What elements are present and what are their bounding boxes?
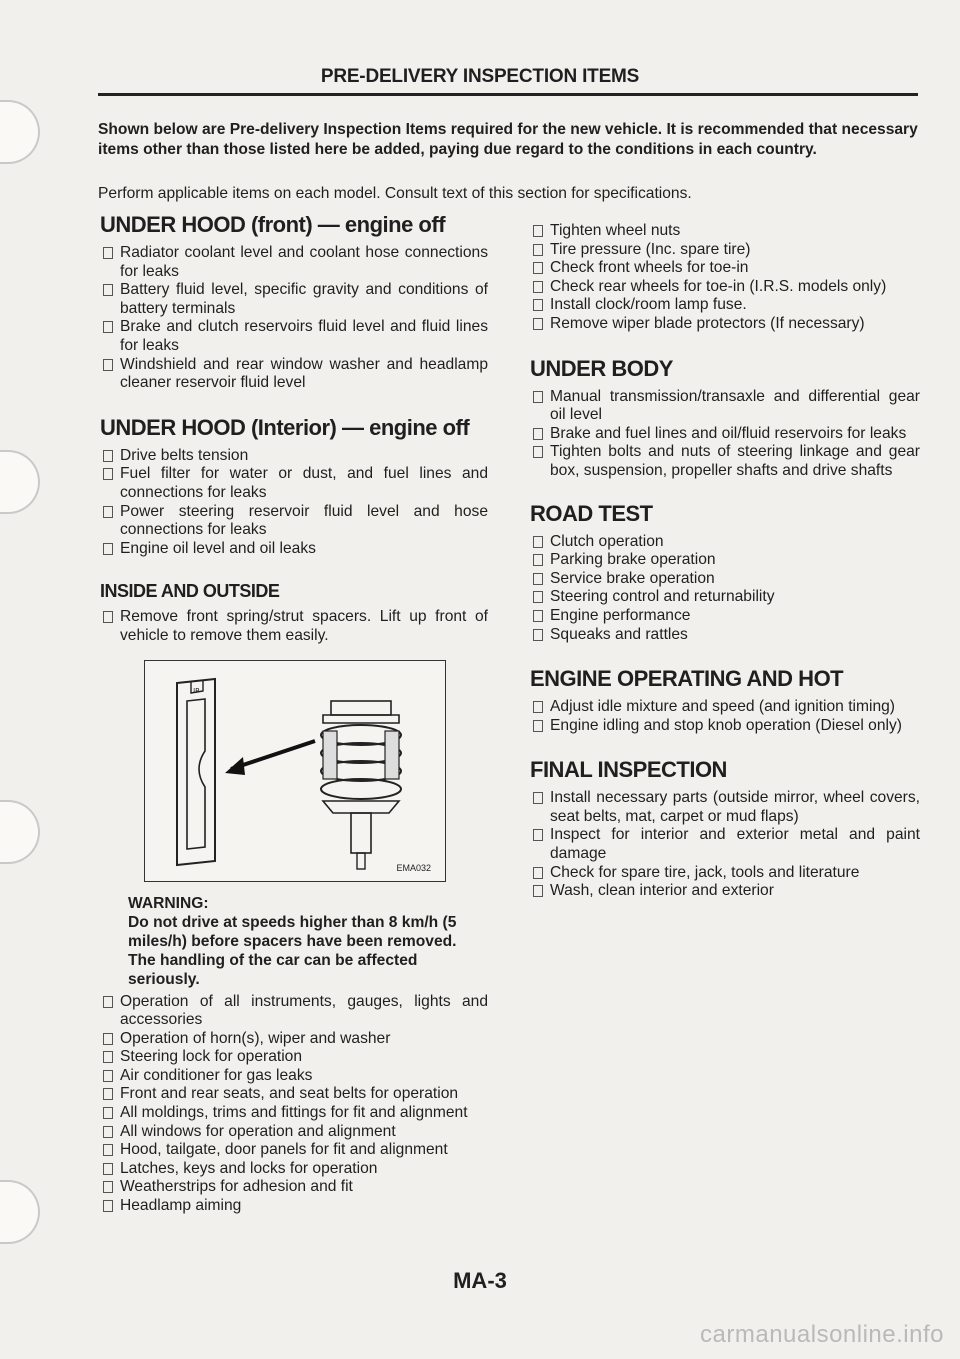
spacer-diagram — [144, 660, 446, 882]
checklist-item: Air conditioner for gas leaks — [100, 1067, 488, 1086]
checklist-item: Check front wheels for toe-in — [530, 259, 920, 278]
warning-box — [128, 894, 488, 989]
checklist-item: Fuel filter for water or dust, and fuel lines and connections for leaks — [100, 465, 488, 502]
checklist-item: Operation of horn(s), wiper and washer — [100, 1030, 488, 1049]
checklist-item: Clutch operation — [530, 533, 920, 552]
checklist-item: Check for spare tire, jack, tools and literature — [530, 864, 920, 883]
checklist-item: Steering lock for operation — [100, 1048, 488, 1067]
page-title: PRE-DELIVERY INSPECTION ITEMS — [320, 66, 640, 87]
checklist-item: Parking brake operation — [530, 551, 920, 570]
checklist-item: All windows for operation and alignment — [100, 1123, 488, 1142]
right-column — [530, 222, 920, 901]
list-road-test — [530, 533, 920, 645]
checklist-item: Latches, keys and locks for operation — [100, 1160, 488, 1179]
checklist-item: Engine idling and stop knob operation (Diesel only) — [530, 717, 920, 736]
section-heading-underhood-interior: UNDER HOOD (Interior) — engine off — [100, 414, 470, 440]
checklist-item: Wash, clean interior and exterior — [530, 882, 920, 901]
checklist-item: Remove wiper blade protectors (If necessary) — [530, 315, 920, 334]
checklist-item: Squeaks and rattles — [530, 626, 920, 645]
list-under-body — [530, 388, 920, 481]
section-heading-engine-operating: ENGINE OPERATING AND HOT — [530, 666, 844, 692]
checklist-item: Inspect for interior and exterior metal and paint damage — [530, 826, 920, 863]
checklist-item: Tire pressure (Inc. spare tire) — [530, 241, 920, 260]
checklist-item: Hood, tailgate, door panels for fit and alignment — [100, 1141, 488, 1160]
section-heading-underhood-front: UNDER HOOD (front) — engine off — [100, 212, 446, 237]
binder-hole — [0, 450, 40, 514]
checklist-item: Manual transmission/transaxle and differential gear oil level — [530, 388, 920, 425]
checklist-item: Adjust idle mixture and speed (and ignition timing) — [530, 698, 920, 717]
checklist-item: Drive belts tension — [100, 447, 488, 466]
checklist-item: Brake and clutch reservoirs fluid level and fluid lines for leaks — [100, 318, 488, 355]
checklist-item: Brake and fuel lines and oil/fluid reservoirs for leaks — [530, 425, 920, 444]
section-heading-road-test: ROAD TEST — [530, 500, 653, 526]
checklist-item: Install necessary parts (outside mirror, wheel covers, seat belts, mat, carpet or mud flaps) — [530, 789, 920, 826]
list-final-inspection — [530, 789, 920, 901]
list-underhood-front — [100, 244, 488, 393]
figure-code: EMA032 — [396, 862, 431, 873]
page-number: MA-3 — [453, 1268, 507, 1293]
list-wheels-tires — [530, 222, 920, 334]
left-column — [100, 210, 488, 1216]
checklist-item: Headlamp aiming — [100, 1197, 488, 1216]
section-heading-final-inspection: FINAL INSPECTION — [530, 757, 727, 783]
checklist-item: Engine performance — [530, 607, 920, 626]
checklist-item: Front and rear seats, and seat belts for operation — [100, 1085, 488, 1104]
section-heading-inside-outside: INSIDE AND OUTSIDE — [100, 581, 280, 602]
section-heading-under-body: UNDER BODY — [530, 355, 673, 381]
checklist-item: Battery fluid level, specific gravity and conditions of battery terminals — [100, 281, 488, 318]
intro-bold: Shown below are Pre-delivery Inspection Items required for the new vehicle. It is recommended that necessary items other than those listed here be added, paying due regard to the conditions in each country. — [98, 121, 918, 158]
binder-hole — [0, 100, 40, 164]
title-rule — [98, 93, 918, 96]
list-inside-outside-continued — [100, 993, 488, 1216]
checklist-item: Tighten bolts and nuts of steering linkage and gear box, suspension, propeller shafts and drive shafts — [530, 443, 920, 480]
checklist-item: Service brake operation — [530, 570, 920, 589]
warning-title: WARNING: — [128, 894, 209, 912]
list-engine-operating — [530, 698, 920, 735]
checklist-item: Steering control and returnability — [530, 588, 920, 607]
spring-spacer-illustration — [145, 661, 445, 881]
svg-text:UP: UP — [190, 686, 200, 695]
checklist-item: Radiator coolant level and coolant hose connections for leaks — [100, 244, 488, 281]
intro-text: Perform applicable items on each model. Consult text of this section for specifications. — [98, 185, 692, 202]
binder-hole — [0, 1180, 40, 1244]
binder-hole — [0, 800, 40, 864]
list-underhood-interior — [100, 447, 488, 559]
checklist-item: Tighten wheel nuts — [530, 222, 920, 241]
watermark: carmanualsonline.info — [700, 1321, 944, 1348]
checklist-item: Operation of all instruments, gauges, lights and accessories — [100, 993, 488, 1030]
checklist-item: All moldings, trims and fittings for fit and alignment — [100, 1104, 488, 1123]
checklist-item: Check rear wheels for toe-in (I.R.S. models only) — [530, 278, 920, 297]
list-inside-outside — [100, 608, 488, 645]
checklist-item: Remove front spring/strut spacers. Lift up front of vehicle to remove them easily. — [100, 608, 488, 645]
checklist-item: Install clock/room lamp fuse. — [530, 296, 920, 315]
warning-text: Do not drive at speeds higher than 8 km/h (5 miles/h) before spacers have been removed. The handling of the car can be affected seriously. — [128, 913, 457, 988]
checklist-item: Windshield and rear window washer and headlamp cleaner reservoir fluid level — [100, 356, 488, 393]
checklist-item: Weatherstrips for adhesion and fit — [100, 1178, 488, 1197]
checklist-item: Engine oil level and oil leaks — [100, 540, 488, 559]
checklist-item: Power steering reservoir fluid level and hose connections for leaks — [100, 503, 488, 540]
